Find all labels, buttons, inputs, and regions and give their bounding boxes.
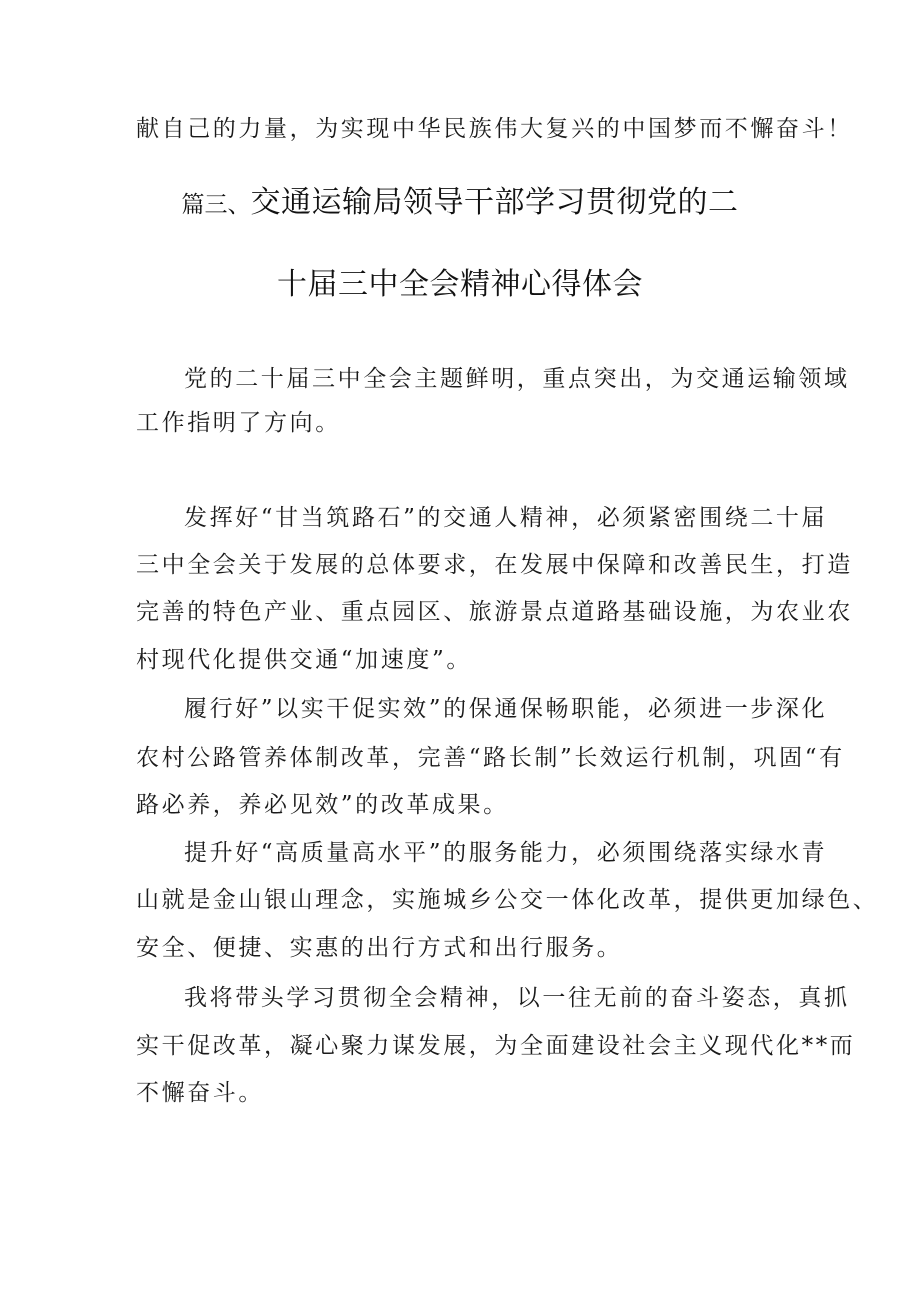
article-title-prefix: 篇三、: [181, 192, 251, 218]
paragraph-line: 提升好“高质量高水平”的服务能力，必须围绕落实绿水青: [184, 840, 828, 866]
paragraph-line: 履行好”以实干促实效”的保通保畅职能，必须进一步深化: [184, 696, 828, 722]
paragraph-line: 山就是金山银山理念，实施城乡公交一体化改革，提供更加绿色、: [136, 887, 879, 913]
paragraph-line: 党的二十届三中全会主题鲜明，重点突出，为交通运输领域: [184, 366, 850, 392]
paragraph-line: 安全、便捷、实惠的出行方式和出行服务。: [136, 935, 623, 961]
article-title-main: 交通运输局领导干部学习贯彻党的二: [250, 185, 739, 220]
paragraph-line: 路必养，养必见效”的改革成果。: [136, 792, 509, 818]
paragraph-line: 村现代化提供交通“加速度”。: [136, 647, 472, 673]
paragraph-line: 发挥好“甘当筑路石”的交通人精神，必须紧密围绕二十届: [184, 505, 828, 531]
paragraph-line: 实干促改革，凝心聚力谋发展，为全面建设社会主义现代化**而: [136, 1033, 856, 1059]
paragraph-line: 我将带头学习贯彻全会精神，以一往无前的奋斗姿态，真抓: [184, 985, 850, 1011]
paragraph-line: 三中全会关于发展的总体要求，在发展中保障和改善民生，打造: [136, 552, 853, 578]
article-title-line-1: [0, 183, 920, 225]
paragraph-line: 不懈奋斗。: [136, 1080, 264, 1106]
paragraph-line: 完善的特色产业、重点园区、旅游景点道路基础设施，为农业农: [136, 599, 853, 625]
continuation-text: 献自己的力量，为实现中华民族伟大复兴的中国梦而不懈奋斗！: [136, 116, 853, 142]
article-title-line-2: 十届三中全会精神心得体会: [277, 267, 643, 302]
paragraph-line: 工作指明了方向。: [136, 410, 341, 436]
paragraph-line: 农村公路管养体制改革，完善“路长制”长效运行机制，巩固“有: [136, 745, 845, 771]
